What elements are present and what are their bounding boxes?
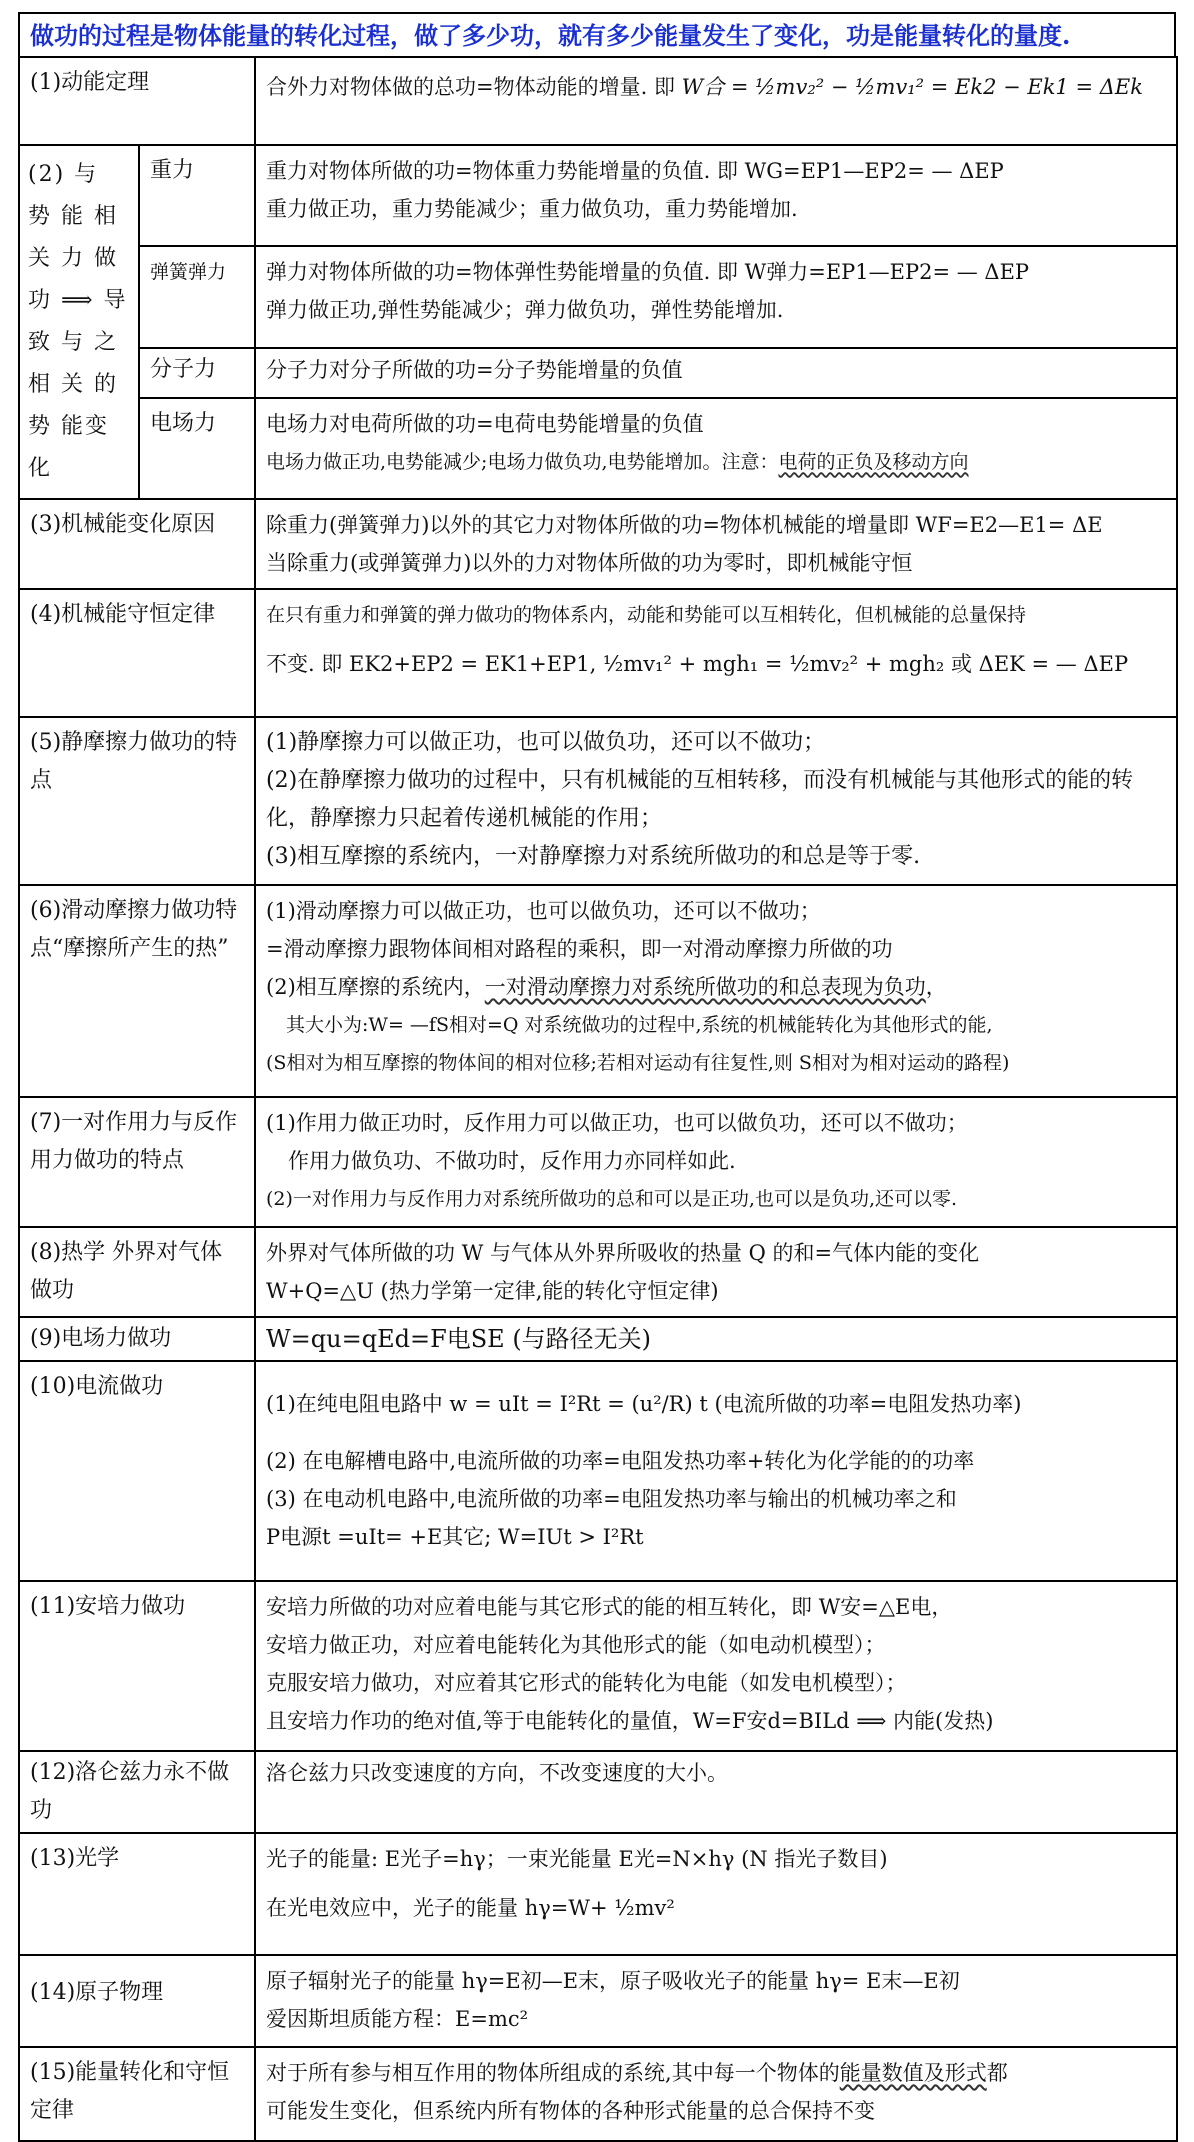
content-line: 作用力做负功、不做功时，反作用力亦同样如此. bbox=[288, 1149, 736, 1173]
row-label: (7)一对作用力与反作用力做功的特点 bbox=[19, 1097, 255, 1227]
row-label: (1)动能定理 bbox=[19, 57, 255, 145]
row-label: (3)机械能变化原因 bbox=[19, 499, 255, 589]
row-content bbox=[255, 57, 1177, 145]
row-content bbox=[255, 1097, 1177, 1227]
content-line: 都 bbox=[986, 2061, 1008, 2085]
row-content bbox=[255, 1955, 1177, 2047]
table-row bbox=[19, 1581, 1177, 1751]
content-line: (3) 在电动机电路中,电流所做的功率=电阻发热功率与输出的机械功率之和 bbox=[266, 1487, 957, 1511]
content-line: 光子的能量: E光子=hγ；一束光能量 E光=N×hγ (N 指光子数目) bbox=[266, 1847, 888, 1871]
row-content bbox=[255, 398, 1177, 500]
content-line: 外界对气体所做的功 W 与气体从外界所吸收的热量 Q 的和=气体内能的变化 bbox=[266, 1241, 980, 1265]
content-line: =滑动摩擦力跟物体间相对路程的乘积，即一对滑动摩擦力所做的功 bbox=[266, 937, 893, 961]
row-content bbox=[255, 1361, 1177, 1581]
sub-label: 分子力 bbox=[139, 348, 255, 398]
content-line: 电场力对电荷所做的功=电荷电势能增量的负值 bbox=[266, 411, 704, 436]
table-row bbox=[19, 2047, 1177, 2141]
content-line: (2)在静摩擦力做功的过程中，只有机械能的互相转移，而没有机械能与其他形式的能的转化，静摩擦力只起着传递机械能的作用； bbox=[266, 768, 1134, 831]
row-content bbox=[255, 1317, 1177, 1361]
content-text: 合外力对物体做的总功=物体动能的增量. 即 bbox=[266, 75, 675, 99]
content-line: (1)静摩擦力可以做正功，也可以做负功，还可以不做功； bbox=[266, 730, 826, 755]
content-line: 在光电效应中，光子的能量 hγ=W+ ½mv² bbox=[266, 1896, 675, 1920]
row-content bbox=[255, 1581, 1177, 1751]
row-label: (9)电场力做功 bbox=[19, 1317, 255, 1361]
sub-label: 重力 bbox=[139, 145, 255, 246]
row-label: (14)原子物理 bbox=[19, 1955, 255, 2047]
row-label: (13)光学 bbox=[19, 1833, 255, 1955]
table-row bbox=[19, 348, 1177, 398]
content-line: 弹力对物体所做的功=物体弹性势能增量的负值. 即 W弹力=EP1—EP2= — ΔEP bbox=[266, 260, 1030, 285]
content-line: 爱因斯坦质能方程：E=mc² bbox=[266, 2007, 529, 2031]
row-content bbox=[255, 1751, 1177, 1833]
table-row bbox=[19, 246, 1177, 347]
row-content bbox=[255, 1833, 1177, 1955]
content-line: 弹力做正功,弹性势能减少；弹力做负功，弹性势能增加. bbox=[266, 298, 784, 323]
table-row bbox=[19, 1751, 1177, 1833]
kinetic-energy-formula: W合 = ½mv₂² − ½mv₁² = Ek2 − Ek1 = ΔEk bbox=[681, 75, 1143, 99]
table-row bbox=[19, 1227, 1177, 1317]
content-line: 其大小为:W= —fS相对=Q 对系统做功的过程中,系统的机械能转化为其他形式的能, bbox=[286, 1014, 993, 1036]
content-line: P电源t =uIt= +E其它; W=IUt > I²Rt bbox=[266, 1525, 644, 1549]
content-line: (1)滑动摩擦力可以做正功，也可以做负功，还可以不做功； bbox=[266, 899, 821, 923]
content-line: 重力对物体所做的功=物体重力势能增量的负值. 即 WG=EP1—EP2= — ΔEP bbox=[266, 159, 1004, 183]
row-content bbox=[255, 246, 1177, 347]
table-row bbox=[19, 885, 1177, 1097]
content-line: 当除重力(或弹簧弹力)以外的力对物体所做的功为零时，即机械能守恒 bbox=[266, 551, 913, 575]
content-line: (2)一对作用力与反作用力对系统所做功的总和可以是正功,也可以是负功,还可以零. bbox=[266, 1188, 958, 1210]
table-row bbox=[19, 1361, 1177, 1581]
table-row bbox=[19, 499, 1177, 589]
content-line: W=qu=qEd=F电SE (与路径无关) bbox=[266, 1325, 652, 1353]
table-row bbox=[19, 717, 1177, 885]
content-line: 重力做正功，重力势能减少；重力做负功，重力势能增加. bbox=[266, 197, 798, 221]
row-content bbox=[255, 145, 1177, 246]
row-label: (4)机械能守恒定律 bbox=[19, 589, 255, 717]
content-line: 除重力(弹簧弹力)以外的其它力对物体所做的功=物体机械能的增量即 WF=E2—E1= ΔE bbox=[266, 513, 1103, 537]
row-label: (11)安培力做功 bbox=[19, 1581, 255, 1751]
content-line: (2)相互摩擦的系统内， bbox=[266, 975, 485, 999]
content-line: 洛仑兹力只改变速度的方向，不改变速度的大小。 bbox=[266, 1761, 729, 1785]
table-row bbox=[19, 1955, 1177, 2047]
row-content bbox=[255, 885, 1177, 1097]
row-content bbox=[255, 589, 1177, 717]
punctuation: ， bbox=[925, 975, 947, 999]
sub-label: 电场力 bbox=[139, 398, 255, 500]
table-row bbox=[19, 1833, 1177, 1955]
row-label: (2) 与 势 能 相 关 力 做 功 ⟹ 导致 与 之 相 关 的 势 能变化 bbox=[19, 145, 139, 499]
conservation-formula: 不变. 即 EK2+EP2 = EK1+EP1, ½mv₁² + mgh₁ = ½mv₂² + mgh₂ 或 ΔEK = — ΔEP bbox=[266, 652, 1129, 676]
content-line: 且安培力作功的绝对值,等于电能转化的量值，W=F安d=BILd ⟹ 内能(发热) bbox=[266, 1709, 994, 1733]
content-line: W+Q=△U (热力学第一定律,能的转化守恒定律) bbox=[266, 1279, 719, 1303]
content-line: (1)作用力做正功时，反作用力可以做正功，也可以做负功，还可以不做功； bbox=[266, 1111, 968, 1135]
content-line: 原子辐射光子的能量 hγ=E初—E末，原子吸收光子的能量 hγ= E末—E初 bbox=[266, 1969, 960, 1993]
content-line: 安培力做正功，对应着电能转化为其他形式的能（如电动机模型）； bbox=[266, 1633, 886, 1657]
physics-summary-table bbox=[18, 56, 1178, 2142]
row-content bbox=[255, 2047, 1177, 2141]
content-line: (2) 在电解槽电路中,电流所做的功率=电阻发热功率+转化为化学能的的功率 bbox=[266, 1449, 975, 1473]
page-title: 做功的过程是物体能量的转化过程，做了多少功，就有多少能量发生了变化，功是能量转化的量度. bbox=[18, 12, 1176, 58]
row-label: (15)能量转化和守恒定律 bbox=[19, 2047, 255, 2141]
row-label: (10)电流做功 bbox=[19, 1361, 255, 1581]
row-content bbox=[255, 1227, 1177, 1317]
content-line: (3)相互摩擦的系统内，一对静摩擦力对系统所做功的和总是等于零. bbox=[266, 844, 921, 869]
row-content bbox=[255, 499, 1177, 589]
table-row bbox=[19, 145, 1177, 246]
row-content bbox=[255, 717, 1177, 885]
content-line: 安培力所做的功对应着电能与其它形式的能的相互转化，即 W安=△E电， bbox=[266, 1595, 953, 1619]
emphasis-text: 能量数值及形式 bbox=[839, 2061, 987, 2085]
content-line: 对于所有参与相互作用的物体所组成的系统,其中每一个物体的 bbox=[266, 2061, 840, 2085]
table-row bbox=[19, 57, 1177, 145]
row-label: (6)滑动摩擦力做功特点“摩擦所产生的热” bbox=[19, 885, 255, 1097]
row-label: (5)静摩擦力做功的特点 bbox=[19, 717, 255, 885]
sub-label: 弹簧弹力 bbox=[139, 246, 255, 347]
content-line: 在只有重力和弹簧的弹力做功的物体系内，动能和势能可以互相转化，但机械能的总量保持 bbox=[266, 604, 1027, 626]
row-label: (8)热学 外界对气体做功 bbox=[19, 1227, 255, 1317]
content-line: 可能发生变化，但系统内所有物体的各种形式能量的总合保持不变 bbox=[266, 2099, 876, 2123]
content-line: 克服安培力做功，对应着其它形式的能转化为电能（如发电机模型）； bbox=[266, 1671, 907, 1695]
table-row bbox=[19, 1317, 1177, 1361]
table-row bbox=[19, 398, 1177, 500]
emphasis-text: 电荷的正负及移动方向 bbox=[778, 450, 969, 473]
table-row bbox=[19, 589, 1177, 717]
row-content bbox=[255, 348, 1177, 398]
content-line: 电场力做正功,电势能减少;电场力做负功,电势能增加。注意： bbox=[266, 450, 779, 473]
emphasis-text: 一对滑动摩擦力对系统所做功的和总表现为负功 bbox=[484, 975, 926, 999]
content-line: (S相对为相互摩擦的物体间的相对位移;若相对运动有往复性,则 S相对为相对运动的路程) bbox=[266, 1052, 1010, 1074]
row-label: (12)洛仑兹力永不做功 bbox=[19, 1751, 255, 1833]
content-line: 分子力对分子所做的功=分子势能增量的负值 bbox=[266, 357, 683, 382]
content-line: (1)在纯电阻电路中 w = uIt = I²Rt = (u²/R) t (电流所做的功率=电阻发热功率) bbox=[266, 1392, 1022, 1416]
table-row bbox=[19, 1097, 1177, 1227]
